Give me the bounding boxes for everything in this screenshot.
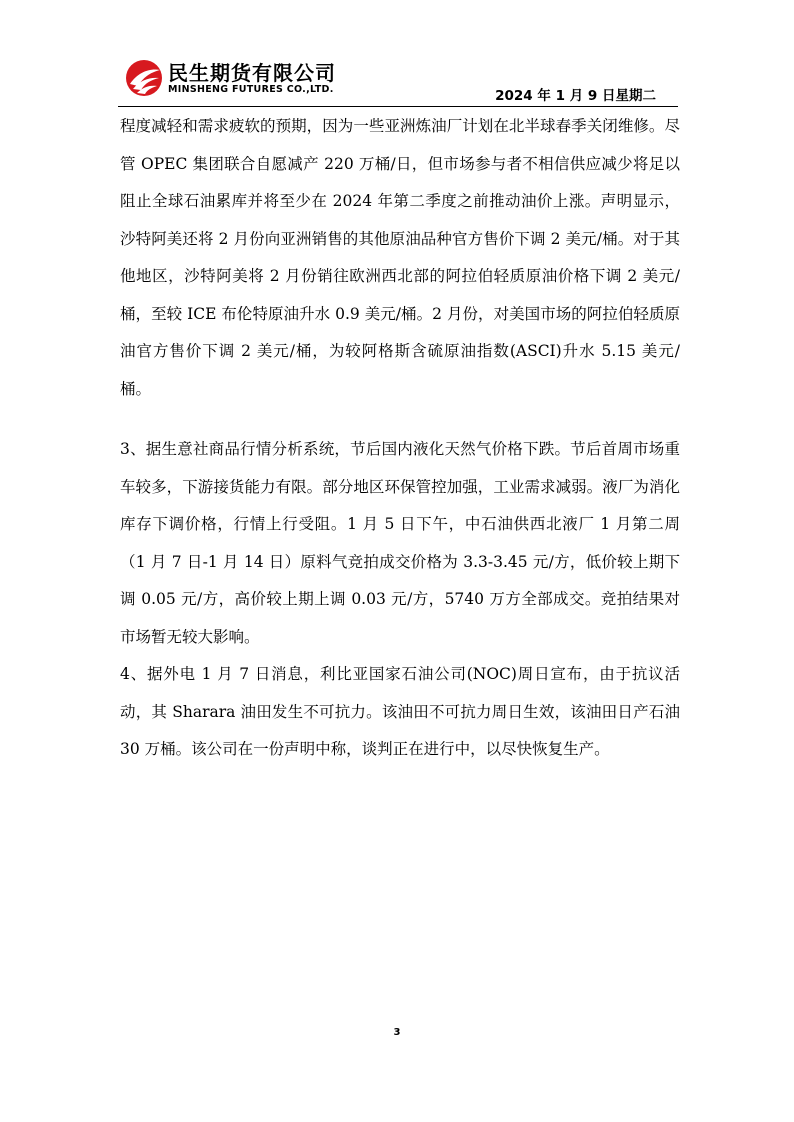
document-body xyxy=(120,108,680,769)
page-number: 3 xyxy=(393,1027,401,1038)
paragraph-spacer xyxy=(120,408,680,431)
report-date: 2024 年 1 月 9 日星期二 xyxy=(495,88,656,104)
minsheng-logo-icon xyxy=(124,58,164,98)
page-header xyxy=(118,56,678,107)
logo-chinese-name: 民生期货有限公司 xyxy=(168,61,336,85)
paragraph-libya-force-majeure: 4、据外电 1 月 7 日消息，利比亚国家石油公司(NOC)周日宣布，由于抗议活动，其 Sharara 油田发生不可抗力。该油田不可抗力周日生效，该油田日产石油 30 万桶。该公司在一份声明中称，谈判正在进行中，以尽快恢复生产。 xyxy=(120,665,680,758)
company-logo xyxy=(124,56,364,100)
paragraph-lng-prices: 3、据生意社商品行情分析系统，节后国内液化天然气价格下跌。节后首周市场重车较多，下游接货能力有限。部分地区环保管控加强，工业需求减弱。液厂为消化库存下调价格，行情上行受阻。1 月 5 日下午，中石油供西北液厂 1 月第二周（1 月 7 日-1 月 14 日）原料气竞拍成交价格为 3.3-3.45 元/方，低价较上期下调 0.05 元/方，高价较上期上调 0.03 元/方，5740 万方全部成交。竞拍结果对市场暂无较大影响。 xyxy=(120,440,680,646)
paragraph-crude-oil-continued: 程度减轻和需求疲软的预期，因为一些亚洲炼油厂计划在北半球春季关闭维修。尽管 OPEC 集团联合自愿减产 220 万桶/日，但市场参与者不相信供应减少将足以阻止全球石油累库并将至少在 2024 年第二季度之前推动油价上涨。声明显示，沙特阿美还将 2 月份向亚洲销售的其他原油品种官方售价下调 2 美元/桶。对于其他地区，沙特阿美将 2 月份销往欧洲西北部的阿拉伯轻质原油价格下调 2 美元/桶，至较 ICE 布伦特原油升水 0.9 美元/桶。2 月份，对美国市场的阿拉伯轻质原油官方售价下调 2 美元/桶，为较阿格斯含硫原油指数(ASCI)升水 5.15 美元/桶。 xyxy=(120,117,680,398)
logo-english-name: MINSHENG FUTURES CO.,LTD. xyxy=(168,84,334,95)
